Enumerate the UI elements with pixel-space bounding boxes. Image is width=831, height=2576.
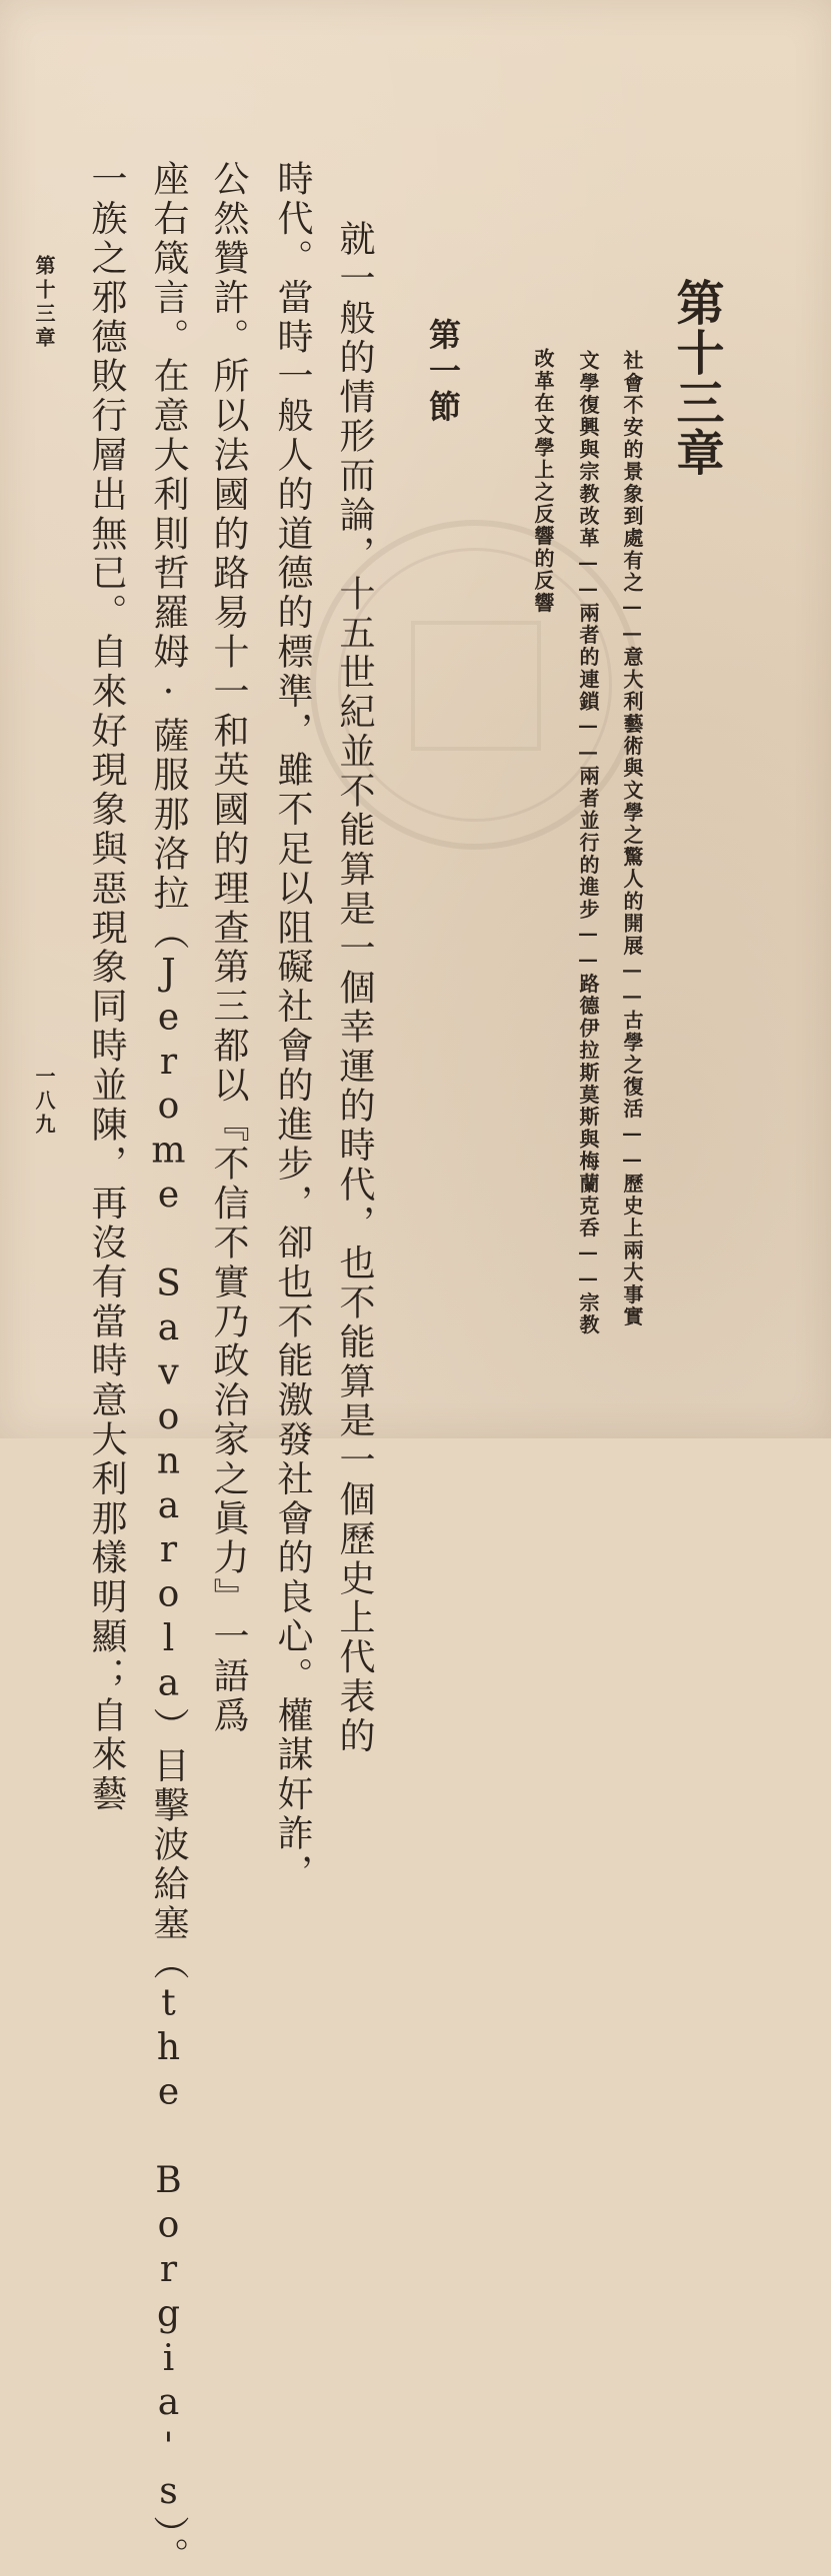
body-text-column-5: 一族之邪德敗行層出無已。自來好現象與惡現象同時並陳，再沒有當時意大利那樣明顯；自來藝 xyxy=(86,160,127,1814)
page-number: 一八九 xyxy=(32,1066,56,1138)
chapter-summary-line-1: 社會不安的景象到處有之——意大利藝術與文學之驚人的開展——古學之復活——歷史上兩大事實 xyxy=(620,350,644,1328)
section-heading: 第一節 xyxy=(424,318,462,426)
body-text-column-2: 時代。當時一般人的道德的標準，雖不足以阻礙社會的進步，卻也不能激發社會的良心。權謀奸詐， xyxy=(272,160,313,1893)
chapter-title: 第十三章 xyxy=(668,278,724,478)
running-head: 第十三章 xyxy=(32,255,56,351)
chapter-summary-line-2: 文學復興與宗教改革——兩者的連鎖——兩者並行的進步——路德伊拉斯莫斯與梅蘭克呑——宗教 xyxy=(576,350,600,1336)
chapter-summary-line-3: 改革在文學上之反響的反響 xyxy=(531,348,555,615)
body-text-column-1: 就一般的情形而論，十五世紀並不能算是一個幸運的時代，也不能算是一個歷史上代表的 xyxy=(334,220,375,1756)
body-text-column-3: 公然贊許。所以法國的路易十一和英國的理查第三都以『不信不實乃政治家之眞力』一語爲 xyxy=(208,160,249,1735)
body-text-column-4: 座右箴言。在意大利則哲羅姆·薩服那洛拉（Jerome Savonarola）目擊波給塞（the Borgia's）。 xyxy=(148,160,189,2576)
